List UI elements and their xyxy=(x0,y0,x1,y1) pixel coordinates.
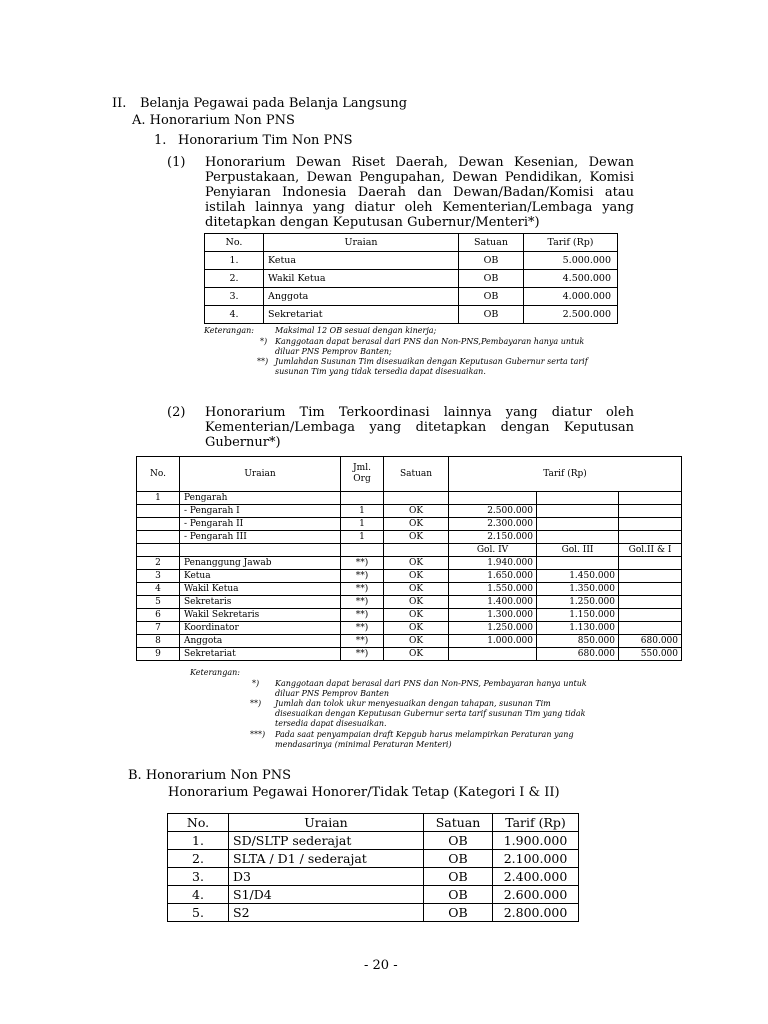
cell-tarif: 4.500.000 xyxy=(524,270,618,288)
table-row xyxy=(137,583,682,596)
cell-jml: 1 xyxy=(341,505,384,518)
table-row xyxy=(137,492,682,505)
cell-tarif: 1.250.000 xyxy=(537,596,619,609)
table-row xyxy=(205,288,618,306)
column-header: No. xyxy=(205,234,264,252)
cell-uraian: Ketua xyxy=(264,252,459,270)
cell-no: 1. xyxy=(205,252,264,270)
item1-line: Penyiaran Indonesia Daerah dan Dewan/Badan/Komisi atau xyxy=(205,185,634,200)
cell-no: 4 xyxy=(137,583,180,596)
cell-tarif: 1.350.000 xyxy=(537,583,619,596)
cell-uraian: Sekretaris xyxy=(180,596,341,609)
column-header: Jml. Org xyxy=(341,457,384,492)
column-header: Satuan xyxy=(384,457,449,492)
cell-satuan: OB xyxy=(459,306,524,324)
cell-no: 3 xyxy=(137,570,180,583)
table-row xyxy=(137,557,682,570)
cell-no: 2 xyxy=(137,557,180,570)
cell-gol-header: Gol. IV xyxy=(449,544,537,557)
table-row xyxy=(137,622,682,635)
cell-gol-header: Gol. III xyxy=(537,544,619,557)
column-header: No. xyxy=(137,457,180,492)
cell-satuan: OB xyxy=(459,270,524,288)
cell-tarif xyxy=(619,531,682,544)
notes1-line: Kanggotaan dapat berasal dari PNS dan Non-PNS,Pembayaran hanya untuk xyxy=(275,337,585,346)
notes2-line: Jumlah dan tolok ukur menyesuaikan dengan tahapan, susunan Tim xyxy=(275,699,551,708)
column-header: Tarif (Rp) xyxy=(524,234,618,252)
cell-tarif xyxy=(619,557,682,570)
heading-a: A. Honorarium Non PNS xyxy=(132,113,295,128)
cell-satuan: OB xyxy=(424,868,493,886)
cell-jml: **) xyxy=(341,557,384,570)
cell-no: 5. xyxy=(168,904,229,922)
cell-uraian: Ketua xyxy=(180,570,341,583)
item2-line: Kementerian/Lembaga yang ditetapkan dengan Keputusan xyxy=(205,420,634,435)
cell-tarif: 1.650.000 xyxy=(449,570,537,583)
cell-satuan xyxy=(384,492,449,505)
cell-tarif: 2.800.000 xyxy=(493,904,579,922)
cell-satuan: OK xyxy=(384,505,449,518)
cell-tarif: 1.300.000 xyxy=(449,609,537,622)
cell-satuan: OB xyxy=(459,288,524,306)
table-tim-terkoordinasi xyxy=(136,456,682,661)
column-header: Satuan xyxy=(424,814,493,832)
cell-jml: **) xyxy=(341,635,384,648)
table-row xyxy=(137,596,682,609)
table-row xyxy=(168,886,579,904)
heading-a1: Honorarium Tim Non PNS xyxy=(178,133,353,148)
cell-no: 3. xyxy=(205,288,264,306)
cell-uraian: Anggota xyxy=(180,635,341,648)
cell-jml: 1 xyxy=(341,531,384,544)
cell-tarif xyxy=(537,531,619,544)
cell-no: 2. xyxy=(168,850,229,868)
cell-tarif xyxy=(619,570,682,583)
notes2-mark: **) xyxy=(250,699,262,708)
cell-jml: **) xyxy=(341,570,384,583)
notes2-label: Keterangan: xyxy=(190,668,240,677)
cell-satuan: OK xyxy=(384,583,449,596)
table-honorer xyxy=(167,813,579,922)
cell-satuan: OK xyxy=(384,570,449,583)
cell-tarif: 5.000.000 xyxy=(524,252,618,270)
cell-uraian: SD/SLTP sederajat xyxy=(229,832,424,850)
column-header: Uraian xyxy=(264,234,459,252)
notes1-mark: *) xyxy=(260,337,268,346)
notes1-mark: **) xyxy=(257,357,269,366)
cell-jml xyxy=(341,492,384,505)
cell-tarif: 850.000 xyxy=(537,635,619,648)
cell-satuan: OK xyxy=(384,635,449,648)
cell-tarif: 1.900.000 xyxy=(493,832,579,850)
cell-uraian: Penanggung Jawab xyxy=(180,557,341,570)
table-row xyxy=(205,306,618,324)
cell-satuan: OK xyxy=(384,531,449,544)
cell-satuan: OB xyxy=(424,886,493,904)
item2-line: Gubernur*) xyxy=(205,435,281,450)
cell-no: 7 xyxy=(137,622,180,635)
cell-tarif xyxy=(537,505,619,518)
cell-uraian: Sekretariat xyxy=(264,306,459,324)
cell-no: 5 xyxy=(137,596,180,609)
notes1-label: Keterangan: xyxy=(204,326,254,335)
page-number: - 20 - xyxy=(364,958,398,973)
table-row xyxy=(137,531,682,544)
item2-number: (2) xyxy=(167,405,186,420)
table-row xyxy=(205,252,618,270)
cell-no: 1. xyxy=(168,832,229,850)
item1-line: Honorarium Dewan Riset Daerah, Dewan Kesenian, Dewan xyxy=(205,155,634,170)
heading-b: B. Honorarium Non PNS xyxy=(128,768,292,783)
notes2-mark: ***) xyxy=(250,730,266,739)
cell-uraian: Wakil Sekretaris xyxy=(180,609,341,622)
cell-satuan: OB xyxy=(424,904,493,922)
cell-satuan: OK xyxy=(384,622,449,635)
cell-jml: **) xyxy=(341,596,384,609)
cell-tarif: 550.000 xyxy=(619,648,682,661)
table-header-row xyxy=(205,234,618,252)
cell-tarif xyxy=(449,648,537,661)
cell-satuan: OK xyxy=(384,648,449,661)
table-row xyxy=(168,904,579,922)
cell-no: 6 xyxy=(137,609,180,622)
cell-no xyxy=(137,531,180,544)
cell-tarif: 2.400.000 xyxy=(493,868,579,886)
cell-satuan: OK xyxy=(384,596,449,609)
notes2-line: tersedia dapat disesuaikan. xyxy=(275,719,387,728)
notes1-line: diluar PNS Pemprov Banten; xyxy=(275,347,392,356)
cell-uraian: Wakil Ketua xyxy=(264,270,459,288)
cell-gol-header: Gol.II & I xyxy=(619,544,682,557)
cell-uraian: Wakil Ketua xyxy=(180,583,341,596)
notes2-line: diluar PNS Pemprov Banten xyxy=(275,689,390,698)
cell-tarif xyxy=(537,492,619,505)
cell-uraian: - Pengarah III xyxy=(180,531,341,544)
column-header: Uraian xyxy=(180,457,341,492)
cell-tarif: 1.150.000 xyxy=(537,609,619,622)
table-row xyxy=(137,635,682,648)
cell-tarif xyxy=(537,518,619,531)
cell-tarif: 1.550.000 xyxy=(449,583,537,596)
notes1-line: susunan Tim yang tidak tersedia dapat disesuaikan. xyxy=(275,367,486,376)
cell-no: 1 xyxy=(137,492,180,505)
column-header: Tarif (Rp) xyxy=(449,457,682,492)
cell-uraian: Pengarah xyxy=(180,492,341,505)
cell-tarif: 1.400.000 xyxy=(449,596,537,609)
cell-tarif: 2.500.000 xyxy=(449,505,537,518)
table-row xyxy=(137,505,682,518)
cell-satuan: OB xyxy=(459,252,524,270)
cell-satuan: OB xyxy=(424,850,493,868)
table-header-row xyxy=(137,457,682,492)
item2-line: Honorarium Tim Terkoordinasi lainnya yang diatur oleh xyxy=(205,405,634,420)
notes2-line: disesuaikan dengan Keputusan Gubernur serta tarif susunan Tim yang tidak xyxy=(275,709,586,718)
cell-satuan: OK xyxy=(384,557,449,570)
cell-tarif: 2.150.000 xyxy=(449,531,537,544)
cell-tarif: 1.450.000 xyxy=(537,570,619,583)
cell-satuan xyxy=(384,544,449,557)
cell-tarif: 680.000 xyxy=(537,648,619,661)
cell-tarif: 4.000.000 xyxy=(524,288,618,306)
table-row xyxy=(137,609,682,622)
cell-tarif xyxy=(619,609,682,622)
cell-tarif: 1.130.000 xyxy=(537,622,619,635)
cell-no: 9 xyxy=(137,648,180,661)
cell-tarif: 2.500.000 xyxy=(524,306,618,324)
cell-tarif xyxy=(619,505,682,518)
cell-tarif xyxy=(619,518,682,531)
item1-line: Perpustakaan, Dewan Pengupahan, Dewan Pendidikan, Komisi xyxy=(205,170,634,185)
table-row xyxy=(168,832,579,850)
cell-tarif xyxy=(619,596,682,609)
column-header: Satuan xyxy=(459,234,524,252)
cell-uraian: Sekretariat xyxy=(180,648,341,661)
cell-satuan: OK xyxy=(384,609,449,622)
cell-uraian xyxy=(180,544,341,557)
heading-b-subtitle: Honorarium Pegawai Honorer/Tidak Tetap (Kategori I & II) xyxy=(168,785,560,800)
table-row xyxy=(137,570,682,583)
cell-uraian: SLTA / D1 / sederajat xyxy=(229,850,424,868)
notes1-line: Jumlahdan Susunan Tim disesuaikan dengan Keputusan Gubernur serta tarif xyxy=(275,357,588,366)
cell-uraian: Koordinator xyxy=(180,622,341,635)
cell-uraian: - Pengarah II xyxy=(180,518,341,531)
cell-jml: **) xyxy=(341,648,384,661)
item1-number: (1) xyxy=(167,155,186,170)
cell-tarif: 2.600.000 xyxy=(493,886,579,904)
cell-no: 4. xyxy=(205,306,264,324)
cell-tarif: 1.000.000 xyxy=(449,635,537,648)
cell-no: 8 xyxy=(137,635,180,648)
table-tim-non-pns xyxy=(204,233,618,324)
cell-jml: **) xyxy=(341,609,384,622)
cell-tarif xyxy=(619,492,682,505)
cell-jml: 1 xyxy=(341,518,384,531)
cell-satuan: OK xyxy=(384,518,449,531)
table-row xyxy=(205,270,618,288)
table-row xyxy=(168,850,579,868)
cell-tarif: 1.250.000 xyxy=(449,622,537,635)
cell-tarif xyxy=(449,492,537,505)
cell-no xyxy=(137,505,180,518)
notes2-line: Pada saat penyampaian draft Kepgub harus melampirkan Peraturan yang xyxy=(275,730,574,739)
item1-paragraph xyxy=(205,155,634,230)
notes2-mark: *) xyxy=(252,679,260,688)
heading-a1-number: 1. xyxy=(154,133,167,148)
cell-tarif: 2.300.000 xyxy=(449,518,537,531)
cell-no xyxy=(137,544,180,557)
cell-jml: **) xyxy=(341,583,384,596)
cell-uraian: D3 xyxy=(229,868,424,886)
cell-tarif xyxy=(537,557,619,570)
heading-ii-number: II. xyxy=(112,96,127,111)
cell-jml xyxy=(341,544,384,557)
item1-line: istilah lainnya yang diatur oleh Kementerian/Lembaga yang xyxy=(205,200,634,215)
item2-paragraph xyxy=(205,405,634,450)
cell-no: 2. xyxy=(205,270,264,288)
notes2-line: Kanggotaan dapat berasal dari PNS dan Non-PNS, Pembayaran hanya untuk xyxy=(275,679,587,688)
heading-ii: Belanja Pegawai pada Belanja Langsung xyxy=(140,96,408,111)
column-header: No. xyxy=(168,814,229,832)
cell-no: 4. xyxy=(168,886,229,904)
table-row xyxy=(168,868,579,886)
cell-tarif: 680.000 xyxy=(619,635,682,648)
cell-tarif xyxy=(619,583,682,596)
table-row xyxy=(137,648,682,661)
column-header: Tarif (Rp) xyxy=(493,814,579,832)
cell-no: 3. xyxy=(168,868,229,886)
cell-tarif: 1.940.000 xyxy=(449,557,537,570)
table-row xyxy=(137,518,682,531)
cell-satuan: OB xyxy=(424,832,493,850)
table-header-row xyxy=(168,814,579,832)
notes1-first: Maksimal 12 OB sesuai dengan kinerja; xyxy=(275,326,437,335)
cell-uraian: - Pengarah I xyxy=(180,505,341,518)
table-row xyxy=(137,544,682,557)
cell-tarif: 2.100.000 xyxy=(493,850,579,868)
item1-line: ditetapkan dengan Keputusan Gubernur/Menteri*) xyxy=(205,215,540,230)
cell-jml: **) xyxy=(341,622,384,635)
column-header: Uraian xyxy=(229,814,424,832)
cell-tarif xyxy=(619,622,682,635)
cell-no xyxy=(137,518,180,531)
notes2-line: mendasarinya (minimal Peraturan Menteri) xyxy=(275,740,452,749)
cell-uraian: Anggota xyxy=(264,288,459,306)
cell-uraian: S1/D4 xyxy=(229,886,424,904)
cell-uraian: S2 xyxy=(229,904,424,922)
